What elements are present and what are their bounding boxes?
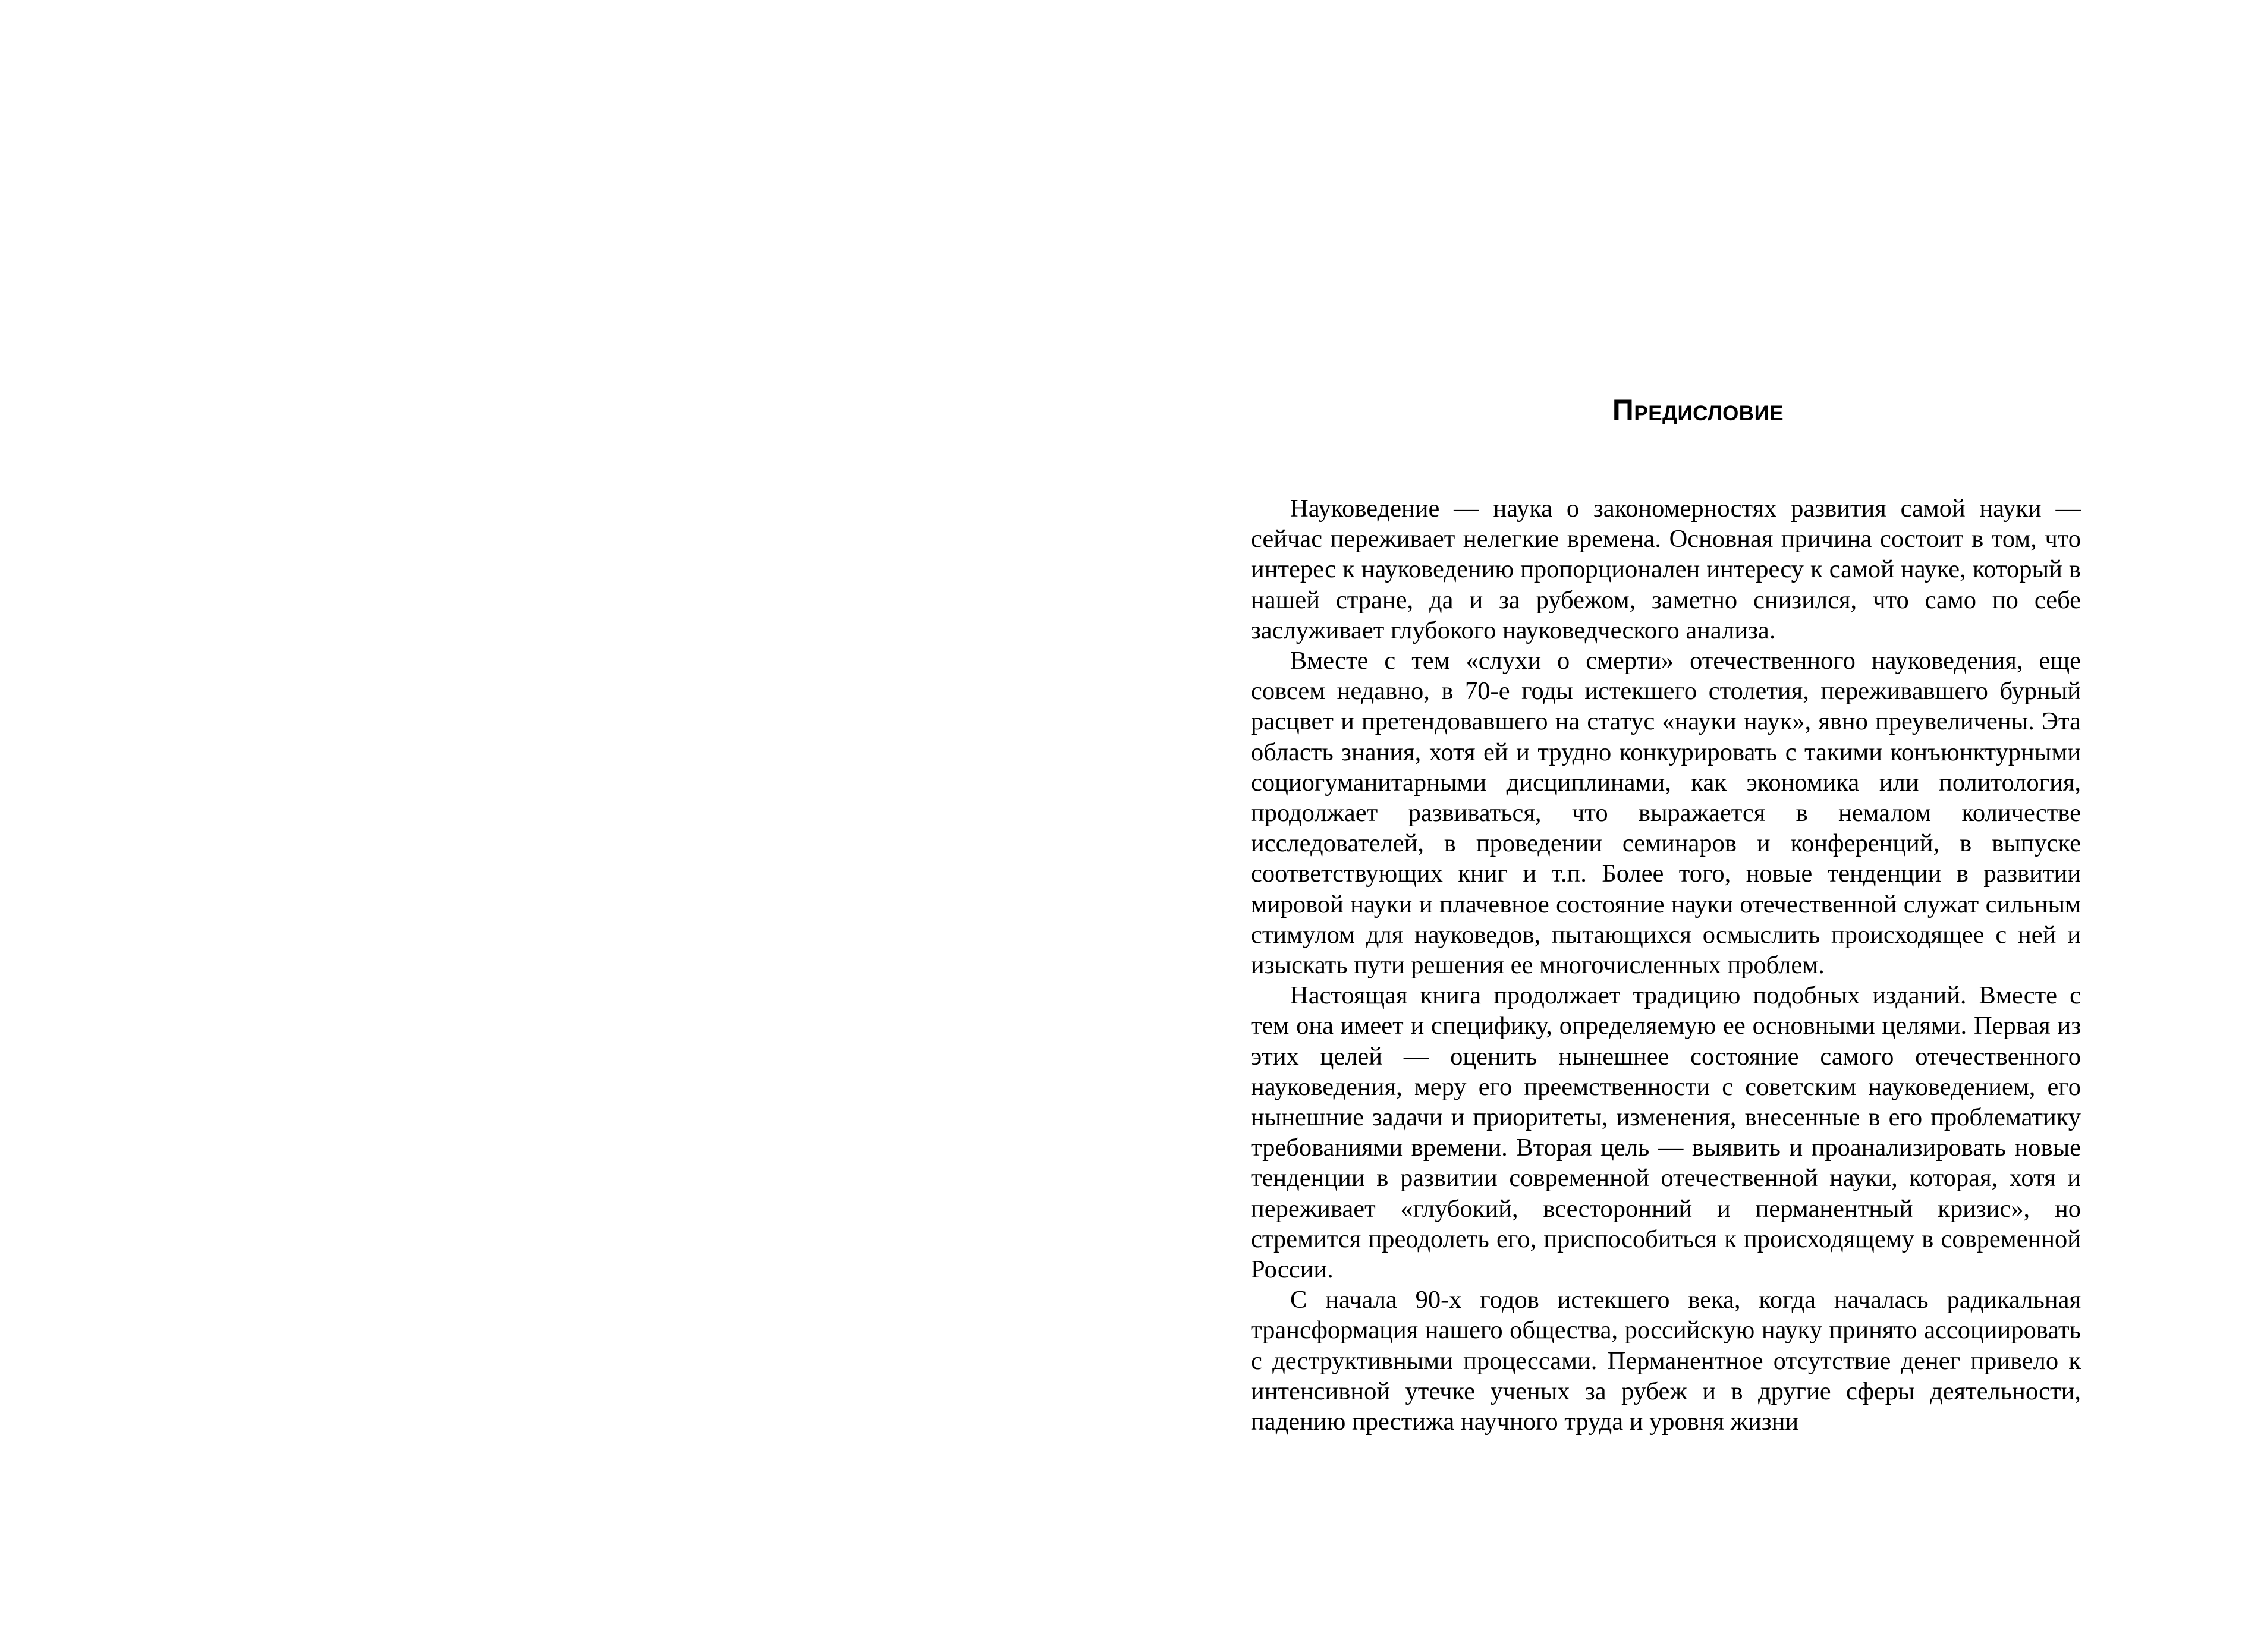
body-text xyxy=(1251,493,2081,1437)
paragraph-1: Науковедение — наука о закономерностях развития самой науки — сейчас переживает нелегкие времена. Основная причина состоит в том, что интерес к науковедению пропорционален интересу к самой науке, который в нашей стране, да и за рубежом, заметно снизился, что само по себе заслуживает глубокого науковедческого анализа. xyxy=(1251,495,2081,644)
paragraph-4: С начала 90-х годов истекшего века, когда началась радикальная трансформация нашего общества, российскую науку принято ассоциировать с деструктивными процессами. Перманентное отсутствие денег привело к интенсивной утечке ученых за рубеж и в другие сферы деятельности, падению престижа научного труда и уровня жизни xyxy=(1251,1286,2081,1436)
page-title: Предисловие xyxy=(1612,394,1784,427)
paragraph-3: Настоящая книга продолжает традицию подобных изданий. Вместе с тем она имеет и специфику, определяемую ее основными целями. Первая из этих целей — оценить нынешнее состояние самого отечественного науковедения, меру его преемственности с советским науковедением, его нынешние задачи и приоритеты, изменения, внесенные в его проблематику требованиями времени. Вторая цель — выявить и проанализировать новые тенденции в развитии современной отечественной науки, которая, хотя и переживает «глубокий, всесторонний и перманентный кризис», но стремится преодолеть его, приспособиться к происходящему в современной России. xyxy=(1251,981,2081,1284)
paragraph-2: Вместе с тем «слухи о смерти» отечественного науковедения, еще совсем недавно, в 70-е годы истекшего столетия, переживавшего бурный расцвет и претендовавшего на статус «науки наук», явно преувеличены. Эта область знания, хотя ей и трудно конкурировать с такими конъюнктурными социогуманитарными дисциплинами, как экономика или политология, продолжает развиваться, что выражается в немалом количестве исследователей, в проведении семинаров и конференций, в выпуске соответствующих книг и т.п. Более того, новые тенденции в развитии мировой науки и плачевное состояние науки отечественной служат сильным стимулом для науковедов, пытающихся осмыслить происходящее с ней и изыскать пути решения ее многочисленных проблем. xyxy=(1251,647,2081,980)
right-page xyxy=(1132,0,2264,1652)
